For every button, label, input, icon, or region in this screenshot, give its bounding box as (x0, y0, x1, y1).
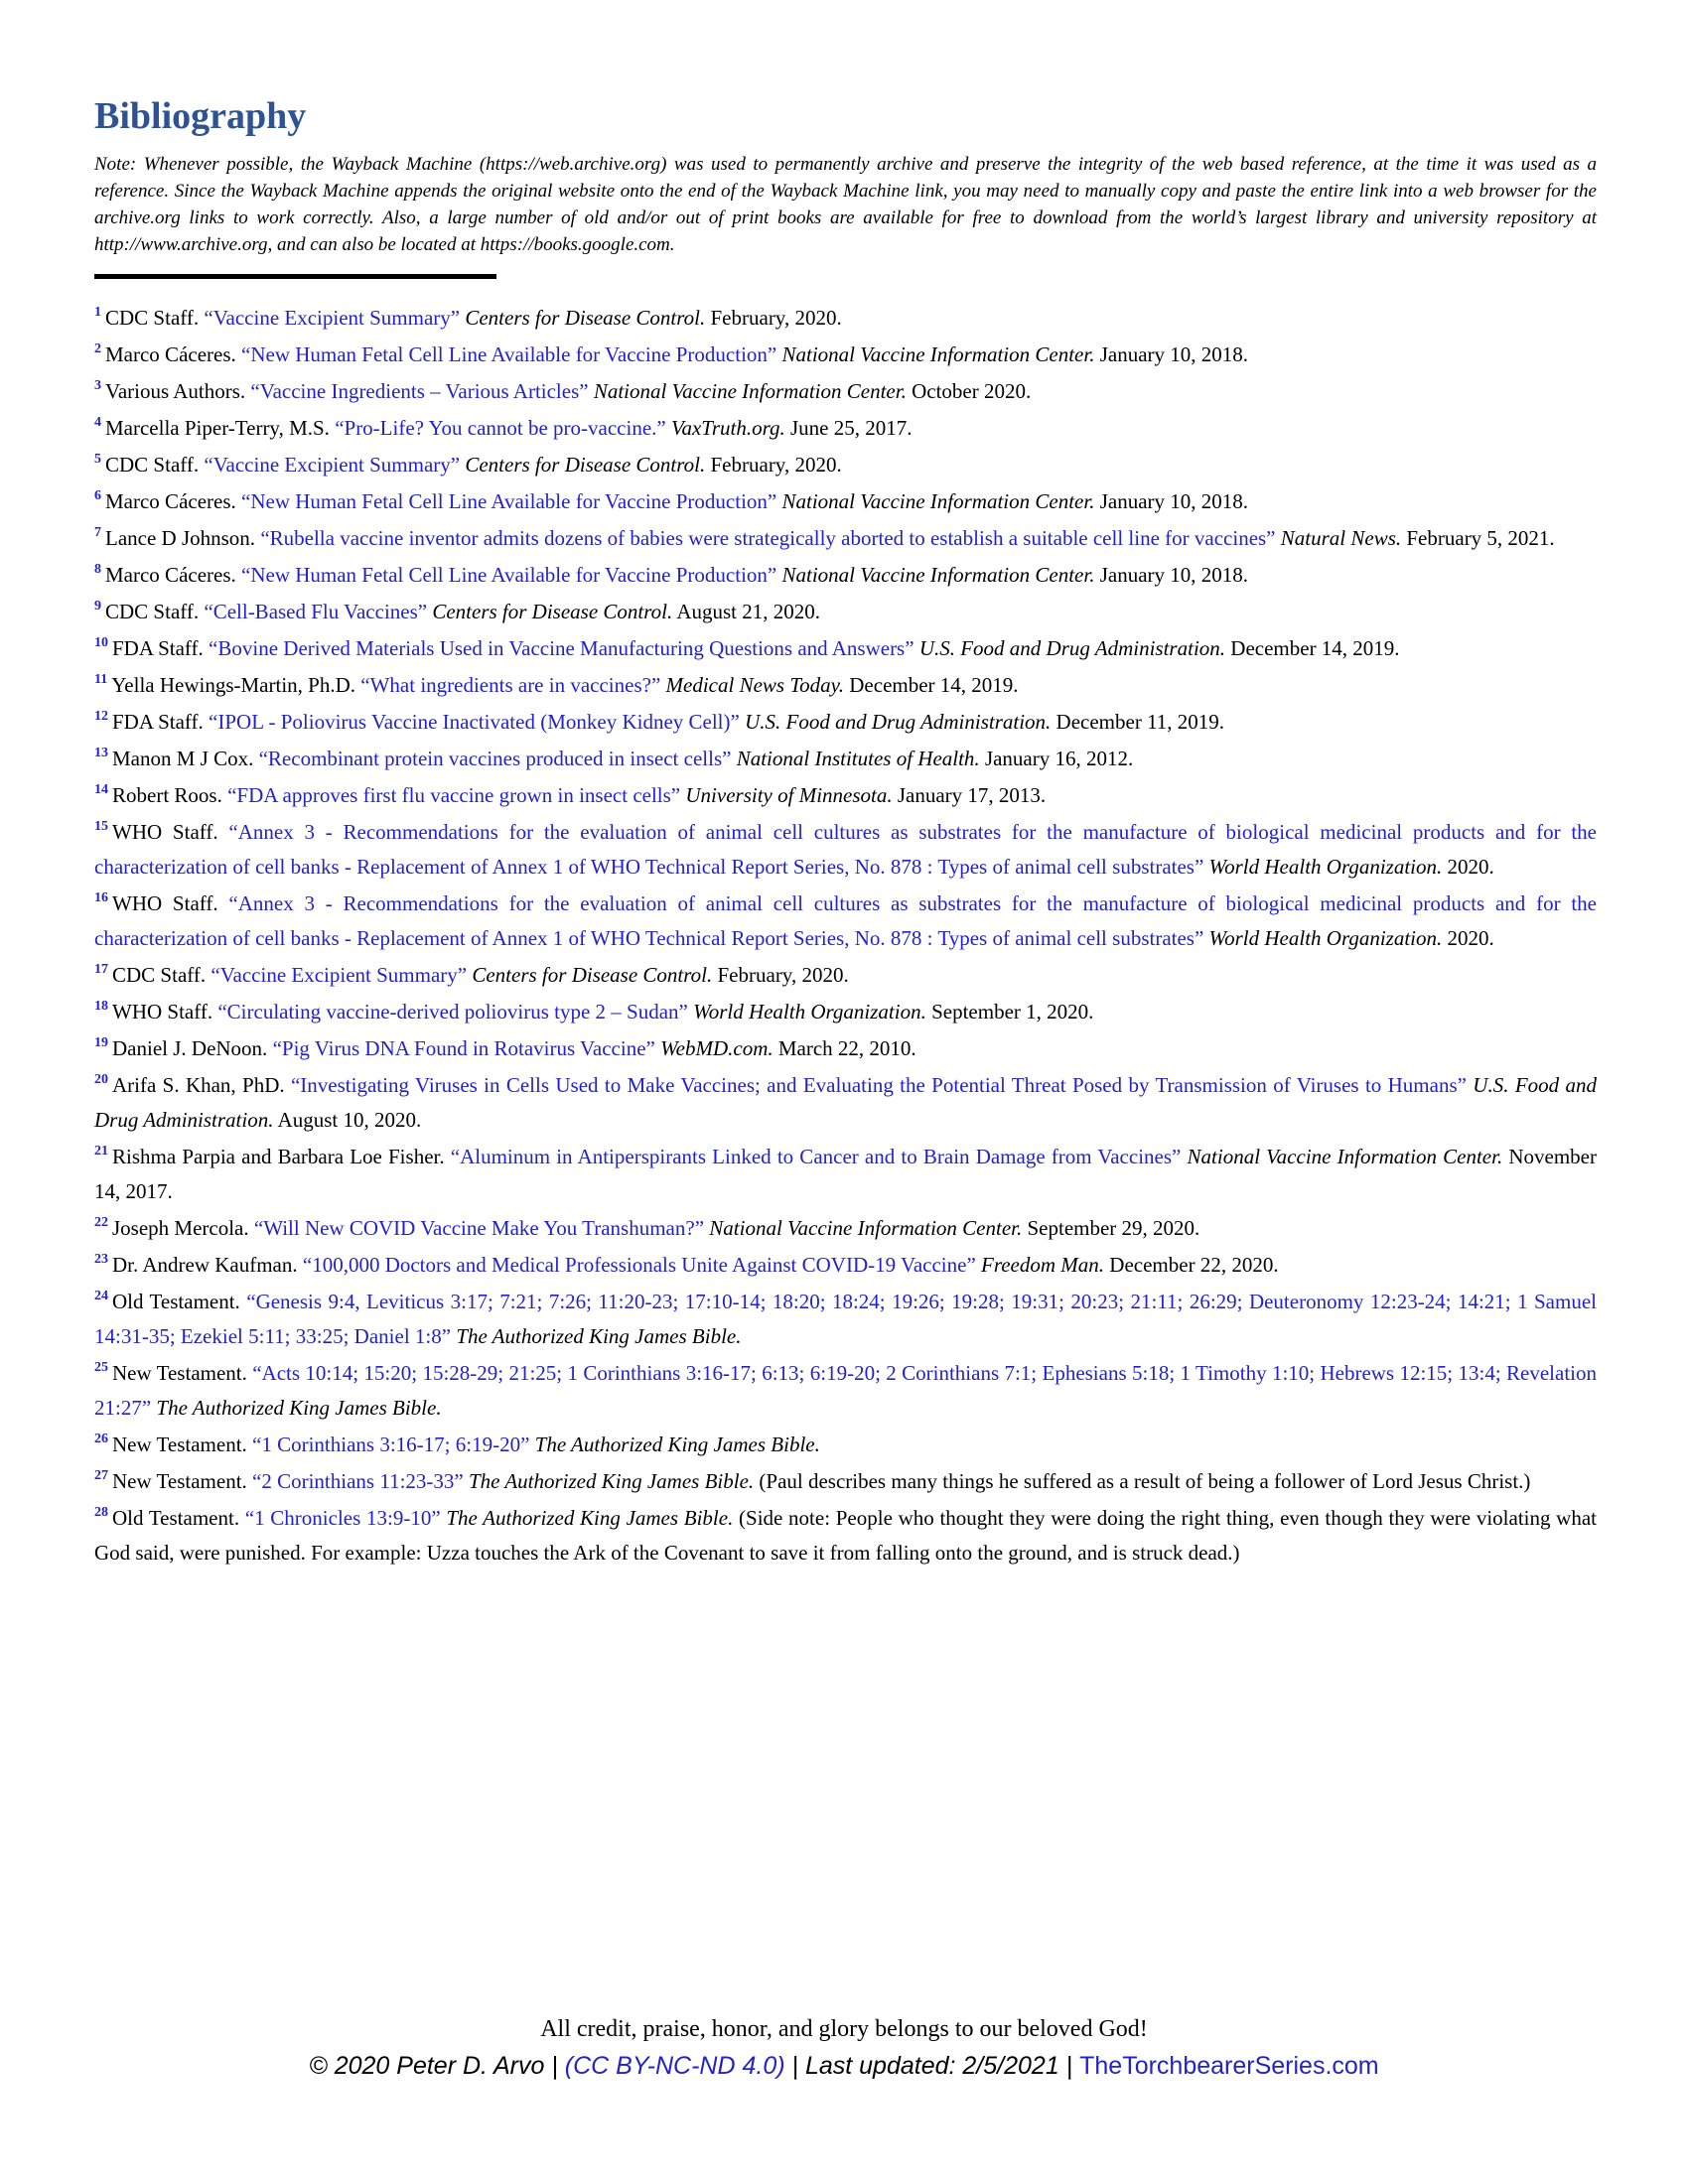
reference-text: December 14, 2019. (844, 672, 1019, 697)
reference-source: WebMD.com. (654, 1035, 774, 1060)
footnote-number: 9 (94, 598, 101, 614)
footnote-number: 8 (94, 561, 101, 577)
reference-source: The Authorized King James Bible. (463, 1468, 755, 1493)
reference-item (94, 301, 1597, 336)
reference-link[interactable]: “Recombinant protein vaccines produced in insect cells” (258, 746, 732, 770)
footnote-number: 14 (94, 781, 108, 797)
reference-list (94, 301, 1597, 1570)
reference-source: University of Minnesota. (680, 782, 893, 807)
reference-source: The Authorized King James Bible. (451, 1323, 742, 1348)
reference-text: August 10, 2020. (273, 1107, 422, 1132)
reference-source: Centers for Disease Control. (460, 452, 706, 477)
reference-source: The Authorized King James Bible. (151, 1395, 442, 1420)
footnote-number: 16 (94, 889, 108, 905)
reference-text: December 14, 2019. (1225, 635, 1400, 660)
footnote-number: 6 (94, 487, 101, 503)
reference-link[interactable]: “Investigating Viruses in Cells Used to Make Vaccines; and Evaluating the Potential Threat Posed by Transmission of Viruses to Humans” (290, 1072, 1467, 1097)
reference-item (94, 778, 1597, 813)
footnote-number: 5 (94, 451, 101, 467)
reference-text: FDA Staff. (112, 709, 210, 734)
reference-source: National Institutes of Health. (731, 746, 980, 770)
footnote-number: 7 (94, 524, 101, 540)
reference-text: 2020. (1442, 854, 1494, 879)
reference-item (94, 1248, 1597, 1283)
reference-text: February 5, 2021. (1401, 525, 1555, 550)
footnote-separator (94, 274, 496, 279)
reference-link[interactable]: “Aluminum in Antiperspirants Linked to Cancer and to Brain Damage from Vaccines” (450, 1144, 1182, 1168)
reference-item (94, 595, 1597, 629)
reference-source: Centers for Disease Control. (467, 962, 713, 987)
footnote-number: 1 (94, 304, 101, 320)
reference-text: Lance D Johnson. (105, 525, 261, 550)
reference-text: WHO Staff. (112, 890, 229, 915)
reference-text: CDC Staff. (112, 962, 211, 987)
reference-link[interactable]: “Will New COVID Vaccine Make You Transhuman?” (253, 1215, 705, 1240)
reference-link[interactable]: “Vaccine Excipient Summary” (204, 305, 461, 330)
footnote-number: 20 (94, 1071, 108, 1087)
reference-text: 2020. (1442, 925, 1494, 950)
reference-link[interactable]: “Genesis 9:4, Leviticus 3:17; 7:21; 7:26; 11:20-23; 17:10-14; 18:20; 18:24; 19:26; 19:28; 19:31; 20:23; 21:11; 26:29; Deuteronomy 12:23-24; 14:21; 1 Samuel 14:31-35; Ezekiel 5:11; 33:25; Daniel 1:8” (94, 1289, 1597, 1348)
reference-link[interactable]: “2 Corinthians 11:23-33” (252, 1468, 464, 1493)
footnote-number: 21 (94, 1143, 108, 1159)
reference-text: Old Testament. (112, 1289, 247, 1313)
reference-link[interactable]: “Cell-Based Flu Vaccines” (204, 599, 428, 623)
reference-text: Marco Cáceres. (105, 341, 242, 366)
reference-link[interactable]: “Annex 3 - Recommendations for the evaluation of animal cell cultures as substrates for the manufacture of biological medicinal products and for the characterization of cell banks - Replacement of Annex 1 of WHO Technical Report Series, No. 878 : Types of animal cell substrates” (94, 819, 1597, 879)
reference-link[interactable]: “Rubella vaccine inventor admits dozens of babies were strategically aborted to establish a suitable cell line for vaccines” (260, 525, 1276, 550)
reference-text: February, 2020. (705, 452, 842, 477)
reference-source: Freedom Man. (975, 1252, 1105, 1277)
reference-link[interactable]: “New Human Fetal Cell Line Available for Vaccine Production” (241, 488, 777, 513)
reference-link[interactable]: “Annex 3 - Recommendations for the evaluation of animal cell cultures as substrates for the manufacture of biological medicinal products and for the characterization of cell banks - Replacement of Annex 1 of WHO Technical Report Series, No. 878 : Types of animal cell substrates” (94, 890, 1597, 950)
reference-text: New Testament. (112, 1468, 253, 1493)
reference-text: March 22, 2010. (773, 1035, 916, 1060)
reference-link[interactable]: “100,000 Doctors and Medical Professionals Unite Against COVID-19 Vaccine” (302, 1252, 976, 1277)
reference-source: World Health Organization. (687, 999, 926, 1024)
reference-text: December 22, 2020. (1104, 1252, 1279, 1277)
footnote-number: 26 (94, 1431, 108, 1446)
reference-text: FDA Staff. (112, 635, 210, 660)
reference-text: New Testament. (112, 1360, 253, 1385)
reference-text: October 2020. (906, 378, 1032, 403)
reference-text: January 17, 2013. (892, 782, 1047, 807)
reference-text: Manon M J Cox. (112, 746, 259, 770)
footnote-number: 27 (94, 1467, 108, 1483)
reference-source: National Vaccine Information Center. (776, 341, 1095, 366)
reference-text: Old Testament. (112, 1505, 245, 1530)
reference-text: Joseph Mercola. (112, 1215, 254, 1240)
reference-text: WHO Staff. (112, 819, 229, 844)
reference-source: The Authorized King James Bible. (529, 1432, 820, 1456)
reference-link[interactable]: “Circulating vaccine-derived poliovirus type 2 – Sudan” (217, 999, 688, 1024)
reference-text: Arifa S. Khan, PhD. (112, 1072, 291, 1097)
reference-item (94, 1464, 1597, 1499)
footnote-number: 11 (94, 671, 108, 687)
reference-text: January 10, 2018. (1094, 341, 1249, 366)
reference-item (94, 1211, 1597, 1246)
reference-text: CDC Staff. (105, 599, 205, 623)
reference-source: The Authorized King James Bible. (440, 1505, 734, 1530)
reference-item (94, 668, 1597, 703)
footnote-number: 23 (94, 1251, 108, 1267)
reference-item (94, 1140, 1597, 1209)
reference-text: (Side note: People who thought they were doing the right thing, even though they were violating what God said, were punished. For example: Uzza touches the Ark of the Covenant to save it from falling onto the ground, and is struck dead.) (94, 1505, 1598, 1565)
site-link[interactable]: TheTorchbearerSeries.com (1079, 2052, 1379, 2080)
reference-text: Dr. Andrew Kaufman. (112, 1252, 303, 1277)
reference-link[interactable]: “Vaccine Ingredients – Various Articles” (250, 378, 589, 403)
footnote-number: 3 (94, 377, 101, 393)
page-footer (0, 2013, 1688, 2083)
reference-item (94, 1356, 1597, 1426)
reference-text: August 21, 2020. (672, 599, 820, 623)
footnote-number: 25 (94, 1359, 108, 1375)
footnote-number: 19 (94, 1034, 108, 1050)
colophon-line (0, 2049, 1688, 2083)
reference-item (94, 815, 1597, 885)
reference-text: Marcella Piper-Terry, M.S. (105, 415, 336, 440)
archive-note: Note: Whenever possible, the Wayback Machine (https://web.archive.org) was used to permanently archive and preserve the integrity of the web based reference, at the time it was used as a reference. Since the Wayback Machine appends the original website onto the end of the Wayback Machine link, you may need to manually copy and paste the entire link into a web browser for the archive.org links to work correctly. Also, a large number of old and/or out of print books are available for free to download from the world’s largest library and university repository at http://www.archive.org, and can also be located at https://books.google.com. (94, 153, 1597, 255)
reference-item (94, 1501, 1597, 1570)
reference-item (94, 705, 1597, 740)
reference-source: Centers for Disease Control. (427, 599, 673, 623)
footnote-number: 2 (94, 341, 101, 356)
reference-text: January 16, 2012. (979, 746, 1134, 770)
reference-link[interactable]: “Vaccine Excipient Summary” (204, 452, 461, 477)
reference-link[interactable]: “Pro-Life? You cannot be pro-vaccine.” (335, 415, 666, 440)
reference-item (94, 631, 1597, 666)
reference-text: Rishma Parpia and Barbara Loe Fisher. (112, 1144, 451, 1168)
footnote-number: 13 (94, 745, 108, 760)
reference-item (94, 887, 1597, 956)
reference-text: Marco Cáceres. (105, 488, 242, 513)
reference-source: National Vaccine Information Center. (776, 488, 1095, 513)
reference-text: Various Authors. (105, 378, 251, 403)
reference-text: Marco Cáceres. (105, 562, 242, 587)
reference-item (94, 484, 1597, 519)
reference-item (94, 742, 1597, 776)
reference-text: September 29, 2020. (1022, 1215, 1200, 1240)
reference-text: (Paul describes many things he suffered as a result of being a follower of Lord Jesus Christ.) (754, 1468, 1531, 1493)
reference-link[interactable]: “Vaccine Excipient Summary” (211, 962, 468, 987)
last-updated-text: | Last updated: 2/5/2021 | (784, 2052, 1080, 2080)
reference-text: February, 2020. (705, 305, 842, 330)
footnote-number: 12 (94, 708, 108, 724)
reference-item (94, 958, 1597, 993)
reference-link[interactable]: “New Human Fetal Cell Line Available for Vaccine Production” (241, 562, 777, 587)
reference-text: Robert Roos. (112, 782, 228, 807)
reference-text: CDC Staff. (105, 452, 205, 477)
reference-text: Daniel J. DeNoon. (112, 1035, 273, 1060)
reference-text: February, 2020. (712, 962, 849, 987)
reference-source: National Vaccine Information Center. (588, 378, 907, 403)
reference-item (94, 448, 1597, 482)
reference-source: National Vaccine Information Center. (704, 1215, 1023, 1240)
reference-source: VaxTruth.org. (665, 415, 785, 440)
reference-item (94, 1068, 1597, 1138)
footnote-number: 22 (94, 1214, 108, 1230)
reference-source: U.S. Food and Drug Administration. (94, 1072, 1598, 1132)
reference-link[interactable]: “FDA approves first flu vaccine grown in insect cells” (227, 782, 681, 807)
reference-source: Natural News. (1275, 525, 1402, 550)
footnote-number: 15 (94, 818, 108, 834)
footnote-number: 28 (94, 1504, 108, 1520)
reference-source: National Vaccine Information Center. (1181, 1144, 1503, 1168)
reference-text: New Testament. (112, 1432, 253, 1456)
reference-item (94, 558, 1597, 593)
footnote-number: 17 (94, 961, 108, 977)
footnote-number: 24 (94, 1288, 108, 1303)
reference-link[interactable]: “Acts 10:14; 15:20; 15:28-29; 21:25; 1 Corinthians 3:16-17; 6:13; 6:19-20; 2 Corinthians 7:1; Ephesians 5:18; 1 Timothy 1:10; Hebrews 12:15; 13:4; Revelation 21:27” (94, 1360, 1597, 1420)
reference-text: December 11, 2019. (1051, 709, 1225, 734)
footnote-number: 4 (94, 414, 101, 430)
reference-item (94, 995, 1597, 1029)
footnote-number: 10 (94, 634, 108, 650)
copyright-text: © 2020 Peter D. Arvo | (309, 2052, 565, 2080)
reference-link[interactable]: “Pig Virus DNA Found in Rotavirus Vaccine” (272, 1035, 655, 1060)
reference-text: WHO Staff. (112, 999, 218, 1024)
reference-text: January 10, 2018. (1094, 488, 1249, 513)
reference-link[interactable]: “1 Corinthians 3:16-17; 6:19-20” (252, 1432, 530, 1456)
reference-source: World Health Organization. (1203, 925, 1443, 950)
reference-text: June 25, 2017. (784, 415, 913, 440)
reference-item (94, 1031, 1597, 1066)
reference-source: U.S. Food and Drug Administration. (739, 709, 1052, 734)
reference-source: U.S. Food and Drug Administration. (914, 635, 1226, 660)
reference-item (94, 521, 1597, 556)
page-title: Bibliography (94, 95, 307, 137)
reference-item (94, 1285, 1597, 1354)
license-link[interactable]: (CC BY-NC-ND 4.0) (564, 2052, 785, 2080)
reference-item (94, 1428, 1597, 1462)
reference-item (94, 338, 1597, 372)
credit-line: All credit, praise, honor, and glory belongs to our beloved God! (540, 2016, 1148, 2042)
reference-text: September 1, 2020. (925, 999, 1094, 1024)
reference-link[interactable]: “1 Chronicles 13:9-10” (244, 1505, 441, 1530)
reference-source: World Health Organization. (1203, 854, 1443, 879)
reference-item (94, 411, 1597, 446)
reference-text: November 14, 2017. (94, 1144, 1597, 1203)
reference-link[interactable]: “New Human Fetal Cell Line Available for Vaccine Production” (241, 341, 777, 366)
reference-link[interactable]: “What ingredients are in vaccines?” (360, 672, 661, 697)
reference-text: CDC Staff. (105, 305, 205, 330)
reference-link[interactable]: “IPOL - Poliovirus Vaccine Inactivated (Monkey Kidney Cell)” (209, 709, 740, 734)
reference-text: January 10, 2018. (1094, 562, 1249, 587)
reference-text: Yella Hewings-Martin, Ph.D. (111, 672, 361, 697)
reference-source: Centers for Disease Control. (460, 305, 706, 330)
reference-link[interactable]: “Bovine Derived Materials Used in Vaccine Manufacturing Questions and Answers” (209, 635, 914, 660)
reference-source: Medical News Today. (660, 672, 845, 697)
footnote-number: 18 (94, 998, 108, 1014)
reference-source: National Vaccine Information Center. (776, 562, 1095, 587)
reference-item (94, 374, 1597, 409)
